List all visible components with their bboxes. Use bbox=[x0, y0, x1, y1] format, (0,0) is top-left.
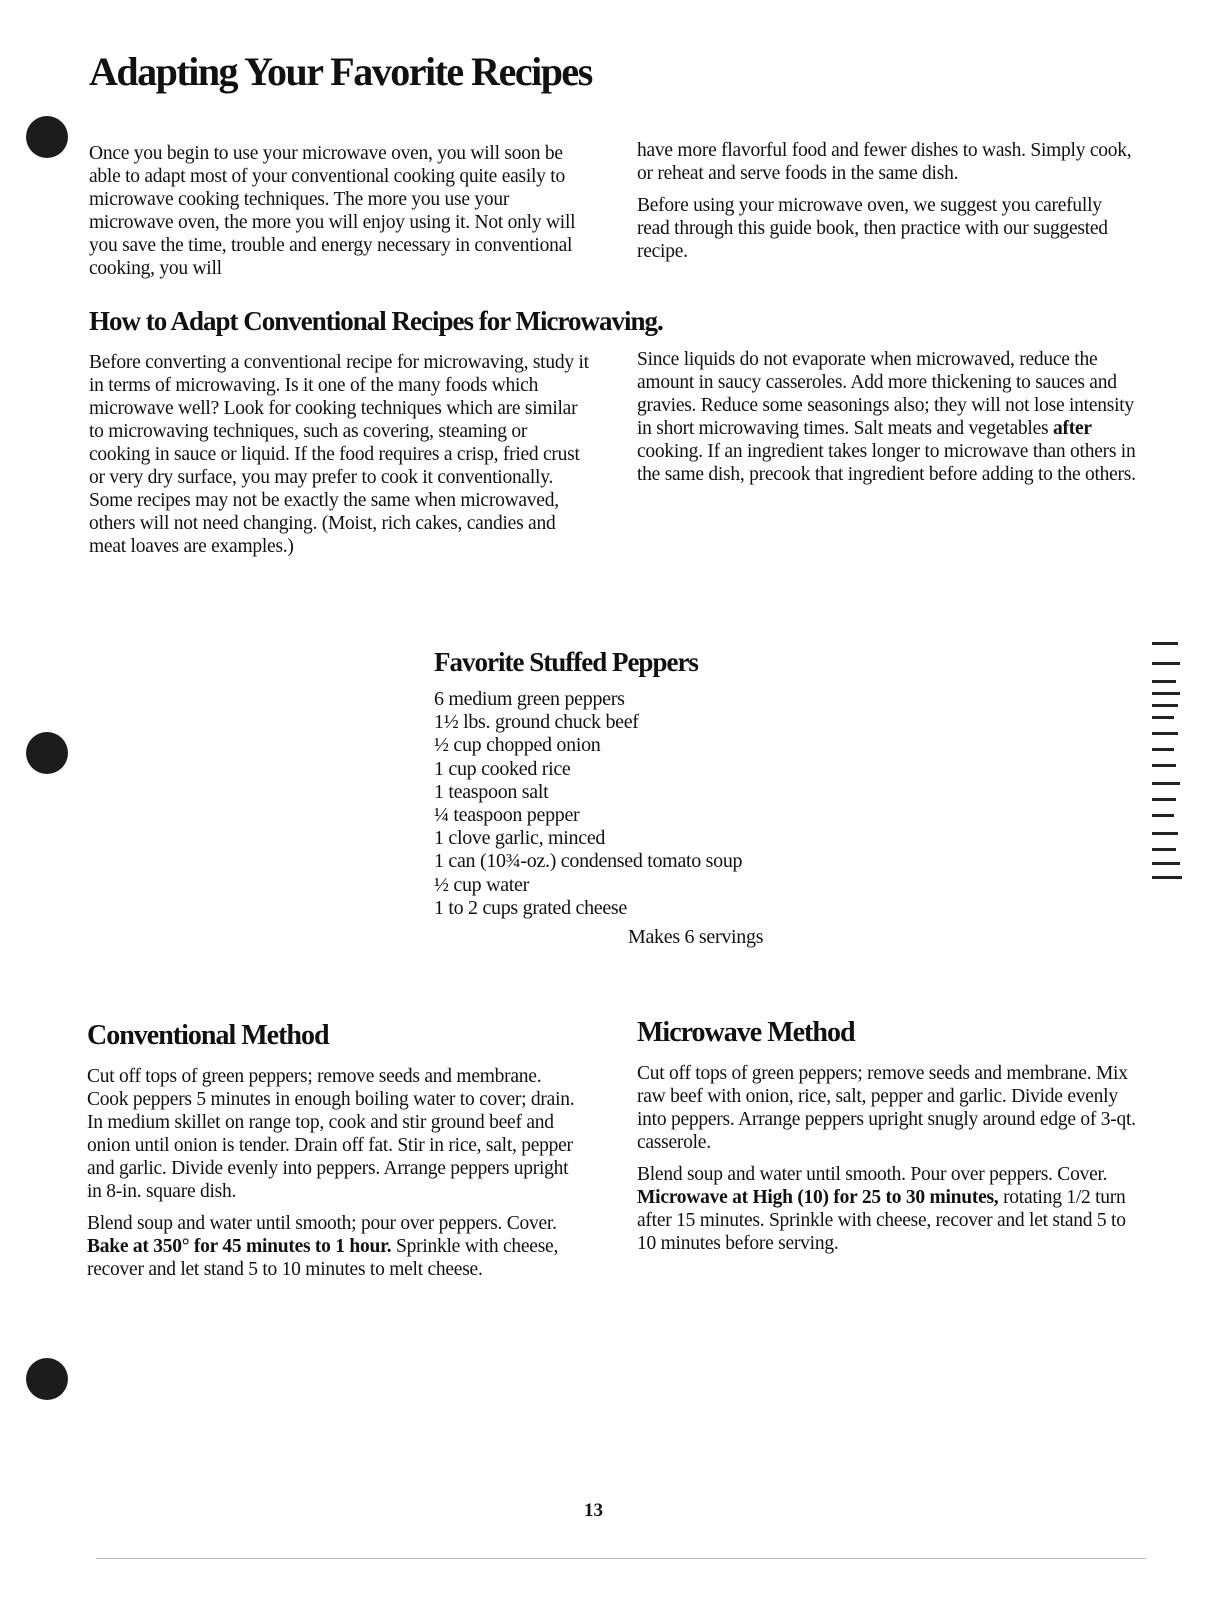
bottom-scan-line bbox=[96, 1558, 1146, 1559]
binder-hole-middle bbox=[26, 732, 68, 774]
ingredient-item: 1½ lbs. ground chuck beef bbox=[434, 711, 639, 734]
intro-left-text: Once you begin to use your microwave oven, you will soon be able to adapt most of your conventional cooking quite easily to microwave cooking techniques. The more you use your microwave oven, the more you will enjoy using it. Not only will you save the time, trouble and energy necessary in conventional cooking, you will bbox=[89, 143, 576, 279]
binder-hole-top bbox=[26, 116, 68, 158]
ingredient-item: 6 medium green peppers bbox=[434, 688, 625, 710]
page-number: 13 bbox=[584, 1500, 603, 1521]
conventional-text-2a: Blend soup and water until smooth; pour over peppers. Cover. bbox=[87, 1213, 557, 1234]
adapt-heading: How to Adapt Conventional Recipes for Microwaving. bbox=[89, 306, 663, 336]
adapt-right-paragraph bbox=[637, 348, 1137, 486]
intro-right-text-1: have more flavorful food and fewer dishes to wash. Simply cook, or reheat and serve foods in the same dish. bbox=[637, 140, 1132, 184]
ingredient-item: 1 can (10¾-oz.) condensed tomato soup bbox=[434, 850, 743, 873]
adapt-left-text: Before converting a conventional recipe for microwaving, study it in terms of microwaving. Is it one of the many foods which microwave well? Look for cooking techniques which are similar to microwaving techniques, such as covering, steaming or cooking in sauce or liquid. If the food requires a crisp, fried crust or very dry surface, you may prefer to cook it conventionally. Some recipes may not be exactly the same when microwaved, others will not need changing. (Moist, rich cakes, candies and meat loaves are examples.) bbox=[89, 352, 589, 557]
servings-text: Makes 6 servings bbox=[628, 926, 764, 948]
conventional-heading: Conventional Method bbox=[87, 1020, 329, 1051]
conventional-bold: Bake at 350° for 45 minutes to 1 hour. bbox=[87, 1236, 392, 1257]
microwave-text-1: Cut off tops of green peppers; remove seeds and membrane. Mix raw beef with onion, rice, salt, pepper and garlic. Divide evenly into peppers. Arrange peppers upright snugly around edge of 3-qt. casserole. bbox=[637, 1063, 1136, 1153]
binder-hole-bottom bbox=[26, 1358, 68, 1400]
ingredient-item: ½ cup water bbox=[434, 873, 529, 896]
ingredient-item: 1 to 2 cups grated cheese bbox=[434, 896, 627, 919]
intro-right-text-2: Before using your microwave oven, we suggest you carefully read through this guide book, then practice with our suggested recipe. bbox=[637, 195, 1108, 262]
microwave-text-2a: Blend soup and water until smooth. Pour over peppers. Cover. bbox=[637, 1164, 1108, 1185]
adapt-right-text-b: cooking. If an ingredient takes longer to microwave than others in the same dish, precook that ingredient before adding to the others. bbox=[637, 441, 1136, 485]
conventional-paragraphs bbox=[87, 1065, 587, 1281]
intro-right-column bbox=[637, 139, 1137, 263]
conventional-text-2b: Sprinkle with cheese, recover and let stand 5 to 10 minutes to melt cheese. bbox=[87, 1236, 559, 1280]
adapt-right-text-a: Since liquids do not evaporate when microwaved, reduce the amount in saucy casseroles. Add more thickening to sauces and gravies. Reduce some seasonings also; they will not lose intensity in short microwaving times. Salt meats and vegetables bbox=[637, 349, 1134, 439]
intro-left-paragraph bbox=[89, 142, 579, 280]
page-title: Adapting Your Favorite Recipes bbox=[89, 49, 592, 94]
recipe-title: Favorite Stuffed Peppers bbox=[434, 647, 698, 677]
adapt-left-paragraph bbox=[89, 351, 589, 558]
ingredient-item: ½ cup chopped onion bbox=[434, 734, 601, 757]
conventional-text-1: Cut off tops of green peppers; remove seeds and membrane. Cook peppers 5 minutes in enough boiling water to cover; drain. In medium skillet on range top, cook and stir ground beef and onion until onion is tender. Drain off fat. Stir in rice, salt, pepper and garlic. Divide evenly into peppers. Arrange peppers upright in 8-in. square dish. bbox=[87, 1066, 575, 1202]
adapt-right-text bbox=[637, 348, 1137, 486]
conventional-text-2 bbox=[87, 1212, 587, 1281]
adapt-right-bold: after bbox=[1052, 418, 1092, 439]
ingredient-item: ¼ teaspoon pepper bbox=[434, 804, 580, 827]
edge-tab-marks bbox=[1152, 636, 1192, 886]
ingredient-list bbox=[434, 688, 742, 920]
microwave-bold: Microwave at High (10) for 25 to 30 minutes, bbox=[637, 1187, 999, 1208]
ingredient-item: 1 cup cooked rice bbox=[434, 757, 571, 780]
microwave-text-2b: rotating 1/2 turn after 15 minutes. Sprinkle with cheese, recover and let stand 5 to 10 minutes before serving. bbox=[637, 1187, 1126, 1254]
microwave-paragraphs bbox=[637, 1062, 1137, 1255]
microwave-heading: Microwave Method bbox=[637, 1017, 855, 1048]
ingredient-item: 1 teaspoon salt bbox=[434, 780, 549, 803]
ingredient-item: 1 clove garlic, minced bbox=[434, 827, 606, 850]
microwave-text-2 bbox=[637, 1163, 1137, 1255]
